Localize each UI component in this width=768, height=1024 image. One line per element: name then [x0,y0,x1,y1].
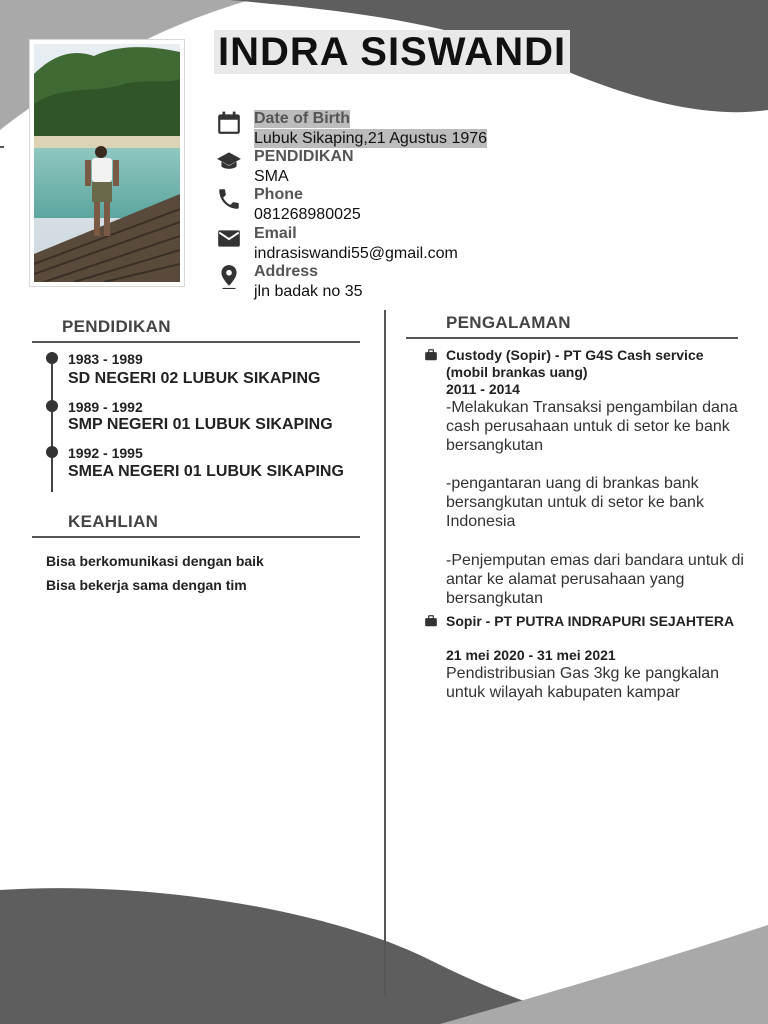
edu-years: 1989 - 1992 [68,399,143,415]
left-edge-mark [0,146,4,148]
job-period: 2011 - 2014 [446,381,520,397]
briefcase-icon [424,614,438,628]
job-title: Sopir - PT PUTRA INDRAPURI SEJAHTERA [446,613,735,629]
edu-school: SMP NEGERI 01 LUBUK SIKAPING [68,416,333,433]
bottom-left-wave [0,888,600,1024]
briefcase-icon [424,348,438,362]
experience-section-title: PENGALAMAN [446,313,571,332]
edu-years: 1983 - 1989 [68,351,143,367]
job-description: -Penjemputan emas dari bandara untuk di antar ke alamat perusahaan yang bersangkutan [446,552,744,607]
experience-divider [406,337,738,339]
address-label: Address [254,263,319,280]
edu-school: SD NEGERI 02 LUBUK SIKAPING [68,370,321,387]
education-timeline-line [51,356,53,492]
column-divider [384,310,386,996]
phone-icon [216,186,242,212]
phone-value: 081268980025 [254,206,361,223]
graduation-cap-icon [216,148,242,174]
education-label: PENDIDIKAN [254,148,354,165]
edu-years: 1992 - 1995 [68,445,143,461]
person-name: INDRA SISWANDI [214,30,570,74]
education-section-title: PENDIDIKAN [62,317,171,336]
job-title: Custody (Sopir) - PT G4S Cash service (mobil brankas uang) [446,347,704,380]
job-description: -pengantaran uang di brankas bank bersangkutan untuk di setor ke bank Indonesia [446,475,704,530]
job-period: 21 mei 2020 - 31 mei 2021 [446,647,616,663]
education-value: SMA [254,168,289,185]
skills-section-title: KEAHLIAN [68,512,159,531]
skills-divider [32,536,360,538]
timeline-dot [46,400,58,412]
timeline-dot [46,352,58,364]
timeline-dot [46,446,58,458]
education-divider [32,341,360,343]
skill-item: Bisa berkomunikasi dengan baik [46,553,264,569]
job-description: -Melakukan Transaksi pengambilan dana cash perusahaan untuk di setor ke bank bersangkutan [446,399,738,454]
dob-value: Lubuk Sikaping,21 Agustus 1976 [254,130,488,147]
email-value: indrasiswandi55@gmail.com [254,245,458,262]
profile-photo [30,40,184,286]
email-icon [216,225,242,251]
address-value: jln badak no 35 [254,283,363,300]
skill-item: Bisa bekerja sama dengan tim [46,577,247,593]
email-label: Email [254,225,297,242]
job-description: Pendistribusian Gas 3kg ke pangkalan untuk wilayah kabupaten kampar [446,665,720,701]
phone-label: Phone [254,186,303,203]
location-pin-icon [216,263,242,289]
dob-label: Date of Birth [254,110,350,127]
calendar-icon [216,110,242,136]
edu-school: SMEA NEGERI 01 LUBUK SIKAPING [68,463,344,480]
